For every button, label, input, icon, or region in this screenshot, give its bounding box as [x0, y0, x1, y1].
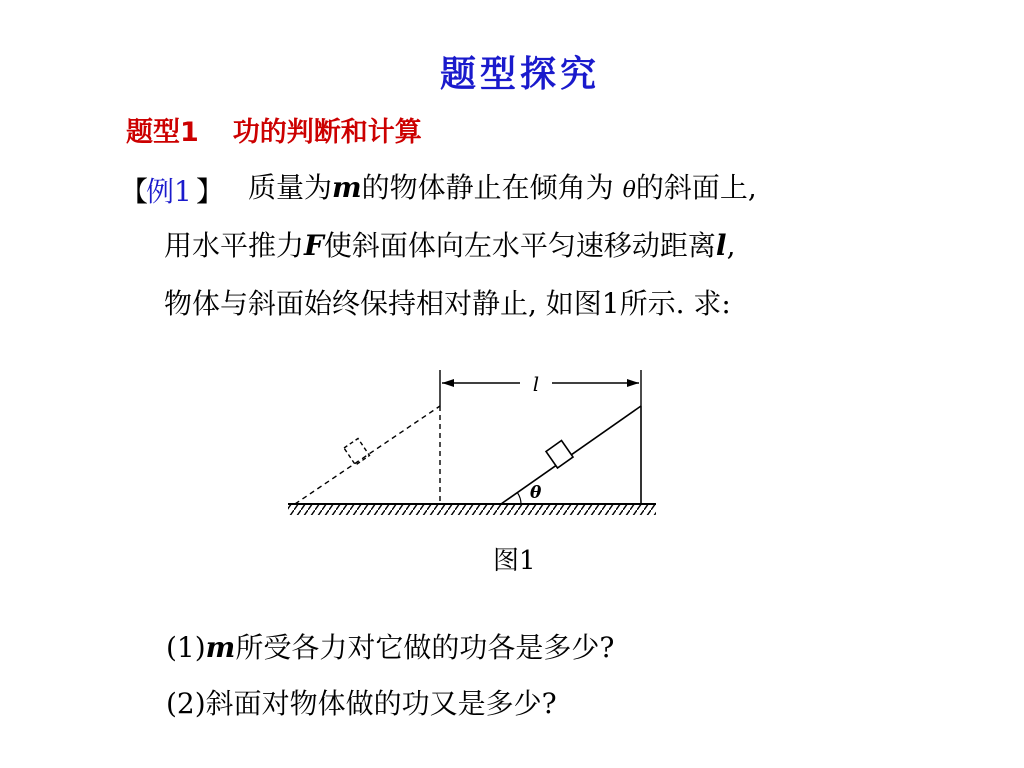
- block: [546, 441, 573, 469]
- initial-block-dashed: [344, 439, 370, 466]
- initial-incline-dashed: [295, 406, 440, 504]
- section-topic: 功的判断和计算: [232, 117, 422, 148]
- arrowhead-right: [627, 379, 639, 387]
- angle-arc: [518, 493, 522, 504]
- force-variable: F: [304, 229, 324, 262]
- question-text: 斜面对物体做的功又是多少?: [205, 687, 557, 720]
- page-title: 题型探究: [439, 53, 600, 95]
- mass-variable: m: [332, 171, 362, 204]
- ground-hatching: [288, 504, 656, 515]
- question-number: (2): [166, 687, 206, 720]
- figure-caption: 图1: [493, 546, 536, 576]
- problem-text: 的斜面上,: [635, 171, 757, 204]
- arrowhead-left: [442, 379, 454, 387]
- problem-text: 质量为: [248, 171, 333, 204]
- question-text: 所受各力对它做的功各是多少?: [235, 631, 615, 664]
- problem-text: ,: [726, 229, 736, 262]
- example-bracket-left: 【: [120, 175, 149, 208]
- example-label: 例1: [146, 175, 192, 208]
- problem-text: 用水平推力: [164, 229, 305, 262]
- problem-text: 使斜面体向左水平匀速移动距离: [323, 229, 716, 262]
- distance-label: l: [532, 372, 540, 396]
- question-number: (1): [166, 631, 206, 664]
- question-1: [166, 626, 614, 666]
- section-label: 题型1: [126, 117, 199, 148]
- question-2: [166, 682, 557, 722]
- angle-label: θ: [530, 483, 542, 503]
- problem-line-3: 物体与斜面始终保持相对静止, 如图1所示. 求:: [164, 287, 731, 320]
- problem-text: 的物体静止在倾角为: [361, 171, 623, 204]
- example-bracket-right: 】: [196, 175, 225, 208]
- angle-variable: θ: [622, 178, 636, 203]
- distance-variable: l: [715, 229, 727, 262]
- mass-variable: m: [205, 631, 236, 664]
